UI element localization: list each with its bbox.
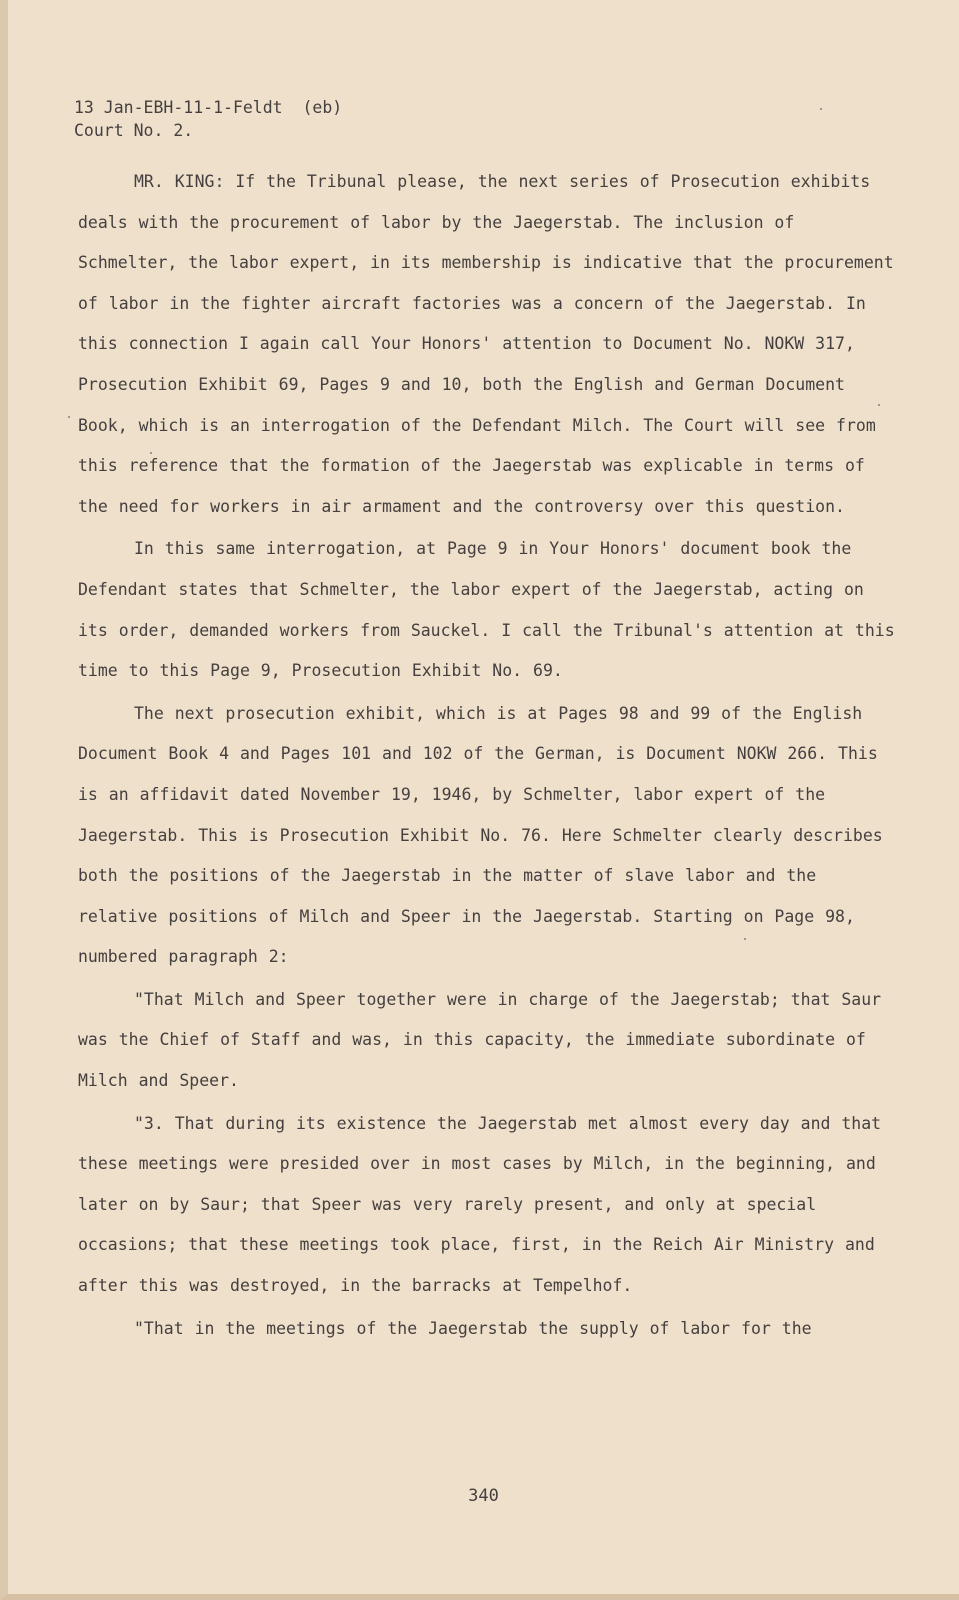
paper-speck — [68, 416, 70, 418]
paper-speck — [820, 108, 822, 110]
paragraph-1: MR. KING: If the Tribunal please, the next series of Prosecution exhibits deals with the procurement of labor by the Jaegerstab. The inclusion of Schmelter, the labor expert, in its membership is indicative that the procurement of labor in the fighter aircraft factories was a concern of the Jaegerstab. In this connection I again call Your Honors' attention to Document No. NOKW 317, Prosecution Exhibit 69, Pages 9 and 10, both the English and German Document Book, which is an interrogation of the Defendant Milch. The Court will see from this reference that the formation of the Jaegerstab was explicable in terms of the need for workers in air armament and the controversy over this question. — [78, 172, 894, 516]
quote-paragraph-4: "That in the meetings of the Jaegerstab the supply of labor for the — [134, 1318, 812, 1338]
paragraph-3: The next prosecution exhibit, which is at Pages 98 and 99 of the English Document Book 4 and Pages 101 and 102 of the German, is Document NOKW 266. This is an affidavit dated November 19, 1946, by Schmelter, labor expert of the Jaegerstab. This is Prosecution Exhibit No. 76. Here Schmelter clearly describes both the positions of the Jaegerstab in the matter of slave labor and the relative positions of Milch and Speer in the Jaegerstab. Starting on Page 98, numbered paragraph 2: — [78, 703, 883, 967]
paper-speck — [150, 452, 152, 454]
transcript-body — [78, 162, 898, 1351]
document-header — [74, 96, 342, 142]
header-reference: 13 Jan-EBH-11-1-Feldt (eb) — [74, 98, 343, 117]
paper-speck — [744, 938, 746, 940]
paragraph-2: In this same interrogation, at Page 9 in Your Honors' document book the Defendant states that Schmelter, the labor expert of the Jaegerstab, acting on its order, demanded workers from Sauckel. I call the Tribunal's attention at this time to this Page 9, Prosecution Exhibit No. 69. — [78, 539, 895, 681]
quote-paragraph-3: "3. That during its existence the Jaegerstab met almost every day and that these meetings were presided over in most cases by Milch, in the beginning, and later on by Saur; that Speer was very rarely present, and only at special occasions; that these meetings took place, first, in the Reich Air Ministry and after this was destroyed, in the barracks at Tempelhof. — [78, 1113, 882, 1296]
paper-speck — [878, 404, 880, 406]
header-court: Court No. 2. — [74, 121, 194, 140]
page-number: 340 — [468, 1486, 499, 1506]
quote-paragraph-2: "That Milch and Speer together were in charge of the Jaegerstab; that Saur was the Chief of Staff and was, in this capacity, the immediate subordinate of Milch and Speer. — [78, 989, 882, 1091]
